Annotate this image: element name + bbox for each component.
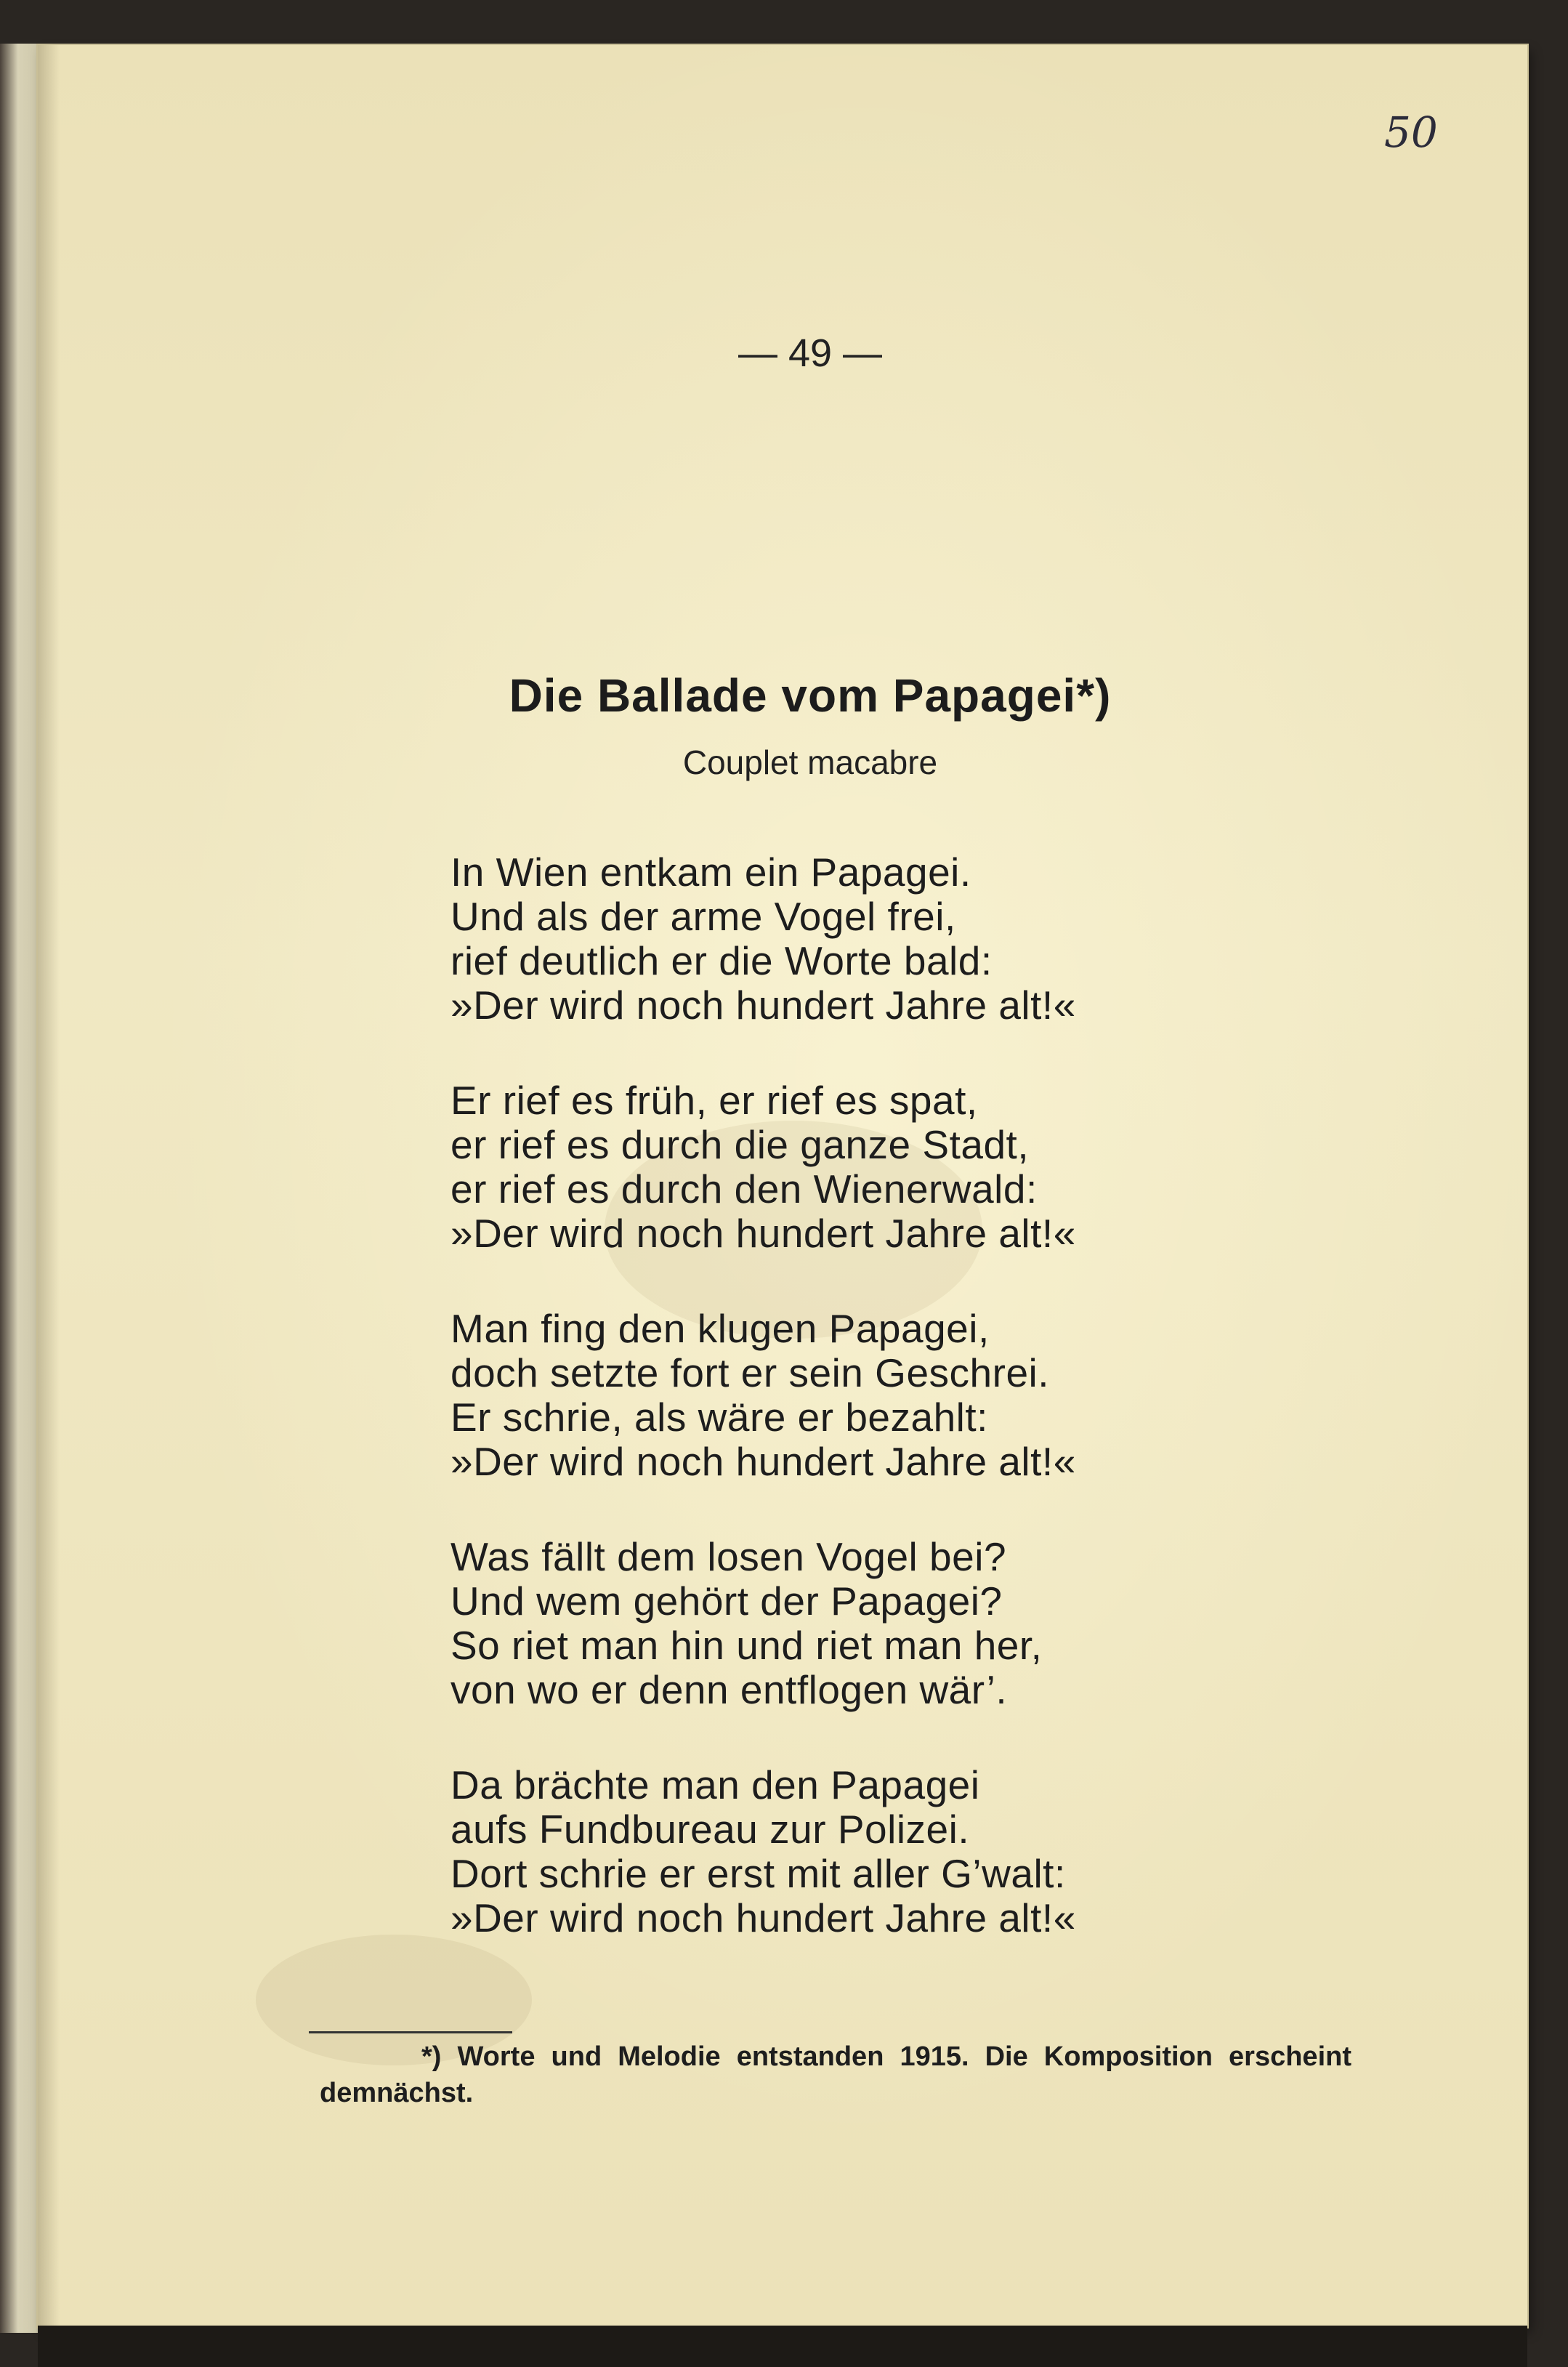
page-edge-shadow (38, 45, 60, 2327)
verse-line: Er schrie, als wäre er bezahlt: (450, 1395, 988, 1440)
stanza (450, 1763, 1286, 1940)
verse-line: er rief es durch die ganze Stadt, (450, 1122, 1030, 1167)
poem-subtitle: Couplet macabre (682, 743, 938, 781)
footnote-rule (309, 2031, 512, 2033)
poem-title: Die Ballade vom Papagei*) (509, 669, 1112, 722)
verse-line: »Der wird noch hundert Jahre alt!« (450, 1895, 1076, 1940)
verse-line: Was fällt dem losen Vogel bei? (450, 1534, 1007, 1579)
stanza (450, 1078, 1286, 1256)
verse-line: er rief es durch den Wienerwald: (450, 1166, 1038, 1211)
verse-line: doch setzte fort er sein Geschrei. (450, 1350, 1050, 1395)
verse-line: Und als der arme Vogel frei, (450, 894, 956, 939)
verse-line: »Der wird noch hundert Jahre alt!« (450, 983, 1076, 1028)
verse-line: Man fing den klugen Papagei, (450, 1306, 990, 1351)
stanza (450, 850, 1286, 1028)
verse-line: So riet man hin und riet man her, (450, 1623, 1043, 1668)
verse-line: Und wem gehört der Papagei? (450, 1578, 1003, 1624)
stanza (450, 1307, 1286, 1484)
page-number: — 49 — (737, 331, 883, 375)
verse-line: aufs Fundbureau zur Polizei. (450, 1807, 970, 1852)
verse-line: Da brächte man den Papagei (450, 1762, 980, 1807)
handwritten-folio-number: 50 (1384, 108, 1438, 157)
verse-line: rief deutlich er die Worte bald: (450, 938, 993, 983)
footnote: *) Worte und Melodie entstanden 1915. Die Komposition erscheint demnächst. (320, 2041, 1351, 2108)
verse-line: Er rief es früh, er rief es spat, (450, 1078, 978, 1123)
verse-line: »Der wird noch hundert Jahre alt!« (450, 1439, 1076, 1484)
background-strip (38, 2326, 1527, 2367)
verse-line: Dort schrie er erst mit aller G’walt: (450, 1851, 1066, 1896)
verse-line: »Der wird noch hundert Jahre alt!« (450, 1211, 1076, 1256)
stanza (450, 1535, 1286, 1712)
poem-body (450, 850, 1286, 1991)
verse-line: In Wien entkam ein Papagei. (450, 850, 971, 895)
verse-line: von wo er denn entflogen wär’. (450, 1667, 1008, 1712)
